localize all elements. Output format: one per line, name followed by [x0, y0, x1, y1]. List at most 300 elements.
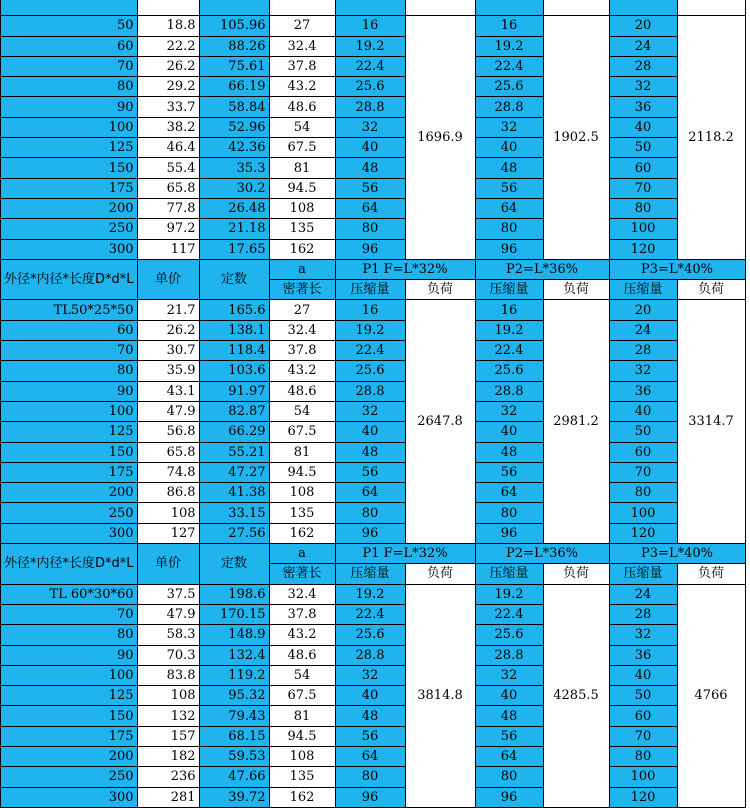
table-row: [1, 665, 746, 685]
cell-unit-price: 58.3: [137, 625, 199, 645]
cell-unit-price: 281: [137, 787, 199, 807]
cell-solid-length: 37.8: [269, 341, 335, 361]
cell-p3-compression: 50: [609, 422, 677, 442]
table-row: [1, 503, 746, 523]
cell-p1-compression: 48: [335, 706, 405, 726]
cell-p1-compression: 80: [335, 219, 405, 239]
cell-constant: 148.9: [199, 625, 269, 645]
cell-p3-compression: 100: [609, 503, 677, 523]
cell-unit-price: 86.8: [137, 483, 199, 503]
cell-p3-compression: 60: [609, 442, 677, 462]
header-compression: 压缩量: [609, 280, 677, 300]
cell-dimension: 90: [1, 97, 138, 117]
cell-dimension: 200: [1, 746, 138, 766]
cell-unit-price: 26.2: [137, 320, 199, 340]
cell-solid-length: 81: [269, 158, 335, 178]
cell-p2-compression: 56: [475, 462, 543, 482]
cell-solid-length: 37.8: [269, 604, 335, 624]
table-row: [1, 523, 746, 543]
header-p1: P1 F=L*32%: [335, 259, 475, 279]
cell-p1-compression: 40: [335, 686, 405, 706]
cell-p2-compression: 64: [475, 483, 543, 503]
cell-solid-length: 54: [269, 401, 335, 421]
cell-p3-compression: 120: [609, 787, 677, 807]
cell-solid-length: 32.4: [269, 36, 335, 56]
cell-p1-compression: 56: [335, 462, 405, 482]
header-a: a: [269, 259, 335, 279]
cell-constant: 55.21: [199, 442, 269, 462]
cell-p1-load: 1696.9: [405, 16, 475, 260]
cell-dimension: 150: [1, 706, 138, 726]
cell-unit-price: 108: [137, 686, 199, 706]
header-load: 负荷: [677, 564, 745, 584]
cell-p2-compression: 48: [475, 158, 543, 178]
cell-unit-price: 74.8: [137, 462, 199, 482]
cell-solid-length: 43.2: [269, 361, 335, 381]
table-row: [1, 584, 746, 604]
cell-unit-price: 97.2: [137, 219, 199, 239]
header-load: 负荷: [677, 280, 745, 300]
table-row: [1, 462, 746, 482]
cell-constant: 30.2: [199, 178, 269, 198]
cell-p3-load: 4766: [677, 584, 745, 807]
cell-p3-compression: 70: [609, 462, 677, 482]
cell-p1-compression: 25.6: [335, 625, 405, 645]
cell-p3-compression: 32: [609, 625, 677, 645]
cell-p1-compression: 19.2: [335, 584, 405, 604]
cell-constant: 82.87: [199, 401, 269, 421]
header-solid-length: 密著长: [269, 564, 335, 584]
cell-dimension: 300: [1, 239, 138, 259]
cell-constant: 88.26: [199, 36, 269, 56]
cell-p1-compression: 28.8: [335, 645, 405, 665]
cell-constant: 42.36: [199, 138, 269, 158]
cell-dimension: 175: [1, 178, 138, 198]
cell-dimension: 100: [1, 665, 138, 685]
cell-p1-compression: 19.2: [335, 36, 405, 56]
cell-p1-compression: 25.6: [335, 361, 405, 381]
cell-constant: 79.43: [199, 706, 269, 726]
cell-p1-compression: 28.8: [335, 97, 405, 117]
cell-p3-compression: 80: [609, 198, 677, 218]
cell-p3-compression: 32: [609, 361, 677, 381]
cell-p3-compression: 24: [609, 584, 677, 604]
cell-p3-compression: 24: [609, 36, 677, 56]
cell-p1-compression: 16: [335, 16, 405, 36]
cell-p2-compression: 32: [475, 117, 543, 137]
cell-dimension: 100: [1, 401, 138, 421]
cell-p1-load: 3814.8: [405, 584, 475, 807]
cell-constant: 103.6: [199, 361, 269, 381]
header-compression: 压缩量: [475, 564, 543, 584]
cell-dimension: 90: [1, 381, 138, 401]
cell-p2-compression: 16: [475, 300, 543, 320]
cell-solid-length: 27: [269, 16, 335, 36]
table-row: [1, 198, 746, 218]
table-row: [1, 361, 746, 381]
cell-dimension: 125: [1, 422, 138, 442]
table-row: [1, 442, 746, 462]
cell-unit-price: 65.8: [137, 178, 199, 198]
header-row-top: [1, 544, 746, 564]
cell-p1-compression: 80: [335, 767, 405, 787]
cell-p1-compression: 28.8: [335, 381, 405, 401]
cell-p1-compression: 22.4: [335, 341, 405, 361]
table-row: [1, 686, 746, 706]
cell-solid-length: 81: [269, 442, 335, 462]
cell-solid-length: 67.5: [269, 138, 335, 158]
cell-p3-compression: 24: [609, 320, 677, 340]
cell-p3-compression: 60: [609, 158, 677, 178]
cell-p3-compression: 80: [609, 483, 677, 503]
cell-p3-compression: 20: [609, 16, 677, 36]
cell-constant: 170.15: [199, 604, 269, 624]
cell-dimension: 150: [1, 158, 138, 178]
cell-p1-compression: 48: [335, 158, 405, 178]
table-row: [1, 16, 746, 36]
cell-constant: 68.15: [199, 726, 269, 746]
header-p3: P3=L*40%: [609, 544, 745, 564]
table-row: [1, 401, 746, 421]
header-p2: P2=L*36%: [475, 259, 609, 279]
cell-p2-compression: 40: [475, 422, 543, 442]
cell-p1-compression: 40: [335, 138, 405, 158]
cell-unit-price: 43.1: [137, 381, 199, 401]
table-row: [1, 138, 746, 158]
cell-p2-compression: 19.2: [475, 584, 543, 604]
cell-dimension: 90: [1, 645, 138, 665]
cell-solid-length: 32.4: [269, 320, 335, 340]
cell-solid-length: 135: [269, 767, 335, 787]
cell-dimension: 80: [1, 77, 138, 97]
cell-p2-compression: 40: [475, 138, 543, 158]
cell-dimension: 50: [1, 16, 138, 36]
cell-p1-compression: 48: [335, 442, 405, 462]
header-compression: 压缩量: [335, 564, 405, 584]
cell-constant: 132.4: [199, 645, 269, 665]
cell-constant: 26.48: [199, 198, 269, 218]
cell-p1-compression: 16: [335, 300, 405, 320]
cell-p3-compression: 40: [609, 117, 677, 137]
cell-p2-compression: 25.6: [475, 625, 543, 645]
table-row: [1, 117, 746, 137]
cell-p2-compression: 16: [475, 16, 543, 36]
cell-dimension: 80: [1, 625, 138, 645]
cell-p2-compression: 32: [475, 665, 543, 685]
cell-solid-length: 54: [269, 117, 335, 137]
cell-p2-compression: 48: [475, 706, 543, 726]
cell-p2-load: 2981.2: [543, 300, 609, 544]
header-load: 负荷: [543, 564, 609, 584]
cell-solid-length: 37.8: [269, 56, 335, 76]
cell-p1-compression: 96: [335, 523, 405, 543]
table-row: [1, 158, 746, 178]
cell-p2-compression: 80: [475, 503, 543, 523]
cell-solid-length: 67.5: [269, 686, 335, 706]
cell-p3-compression: 70: [609, 726, 677, 746]
cell-constant: 105.96: [199, 16, 269, 36]
cell-dimension: 70: [1, 56, 138, 76]
cell-constant: 47.27: [199, 462, 269, 482]
table-row: [1, 56, 746, 76]
cell-unit-price: 29.2: [137, 77, 199, 97]
cell-p2-compression: 22.4: [475, 56, 543, 76]
cell-unit-price: 21.7: [137, 300, 199, 320]
cell-solid-length: 48.6: [269, 381, 335, 401]
table-row: [1, 320, 746, 340]
cell-unit-price: 77.8: [137, 198, 199, 218]
cell-unit-price: 47.9: [137, 401, 199, 421]
cell-p3-load: 3314.7: [677, 300, 745, 544]
table-row: [1, 178, 746, 198]
cell-unit-price: 18.8: [137, 16, 199, 36]
header-compression: 压缩量: [609, 564, 677, 584]
cell-p1-load: 2647.8: [405, 300, 475, 544]
cell-solid-length: 135: [269, 219, 335, 239]
cell-solid-length: 135: [269, 503, 335, 523]
cell-solid-length: 67.5: [269, 422, 335, 442]
cell-solid-length: 94.5: [269, 726, 335, 746]
cell-p3-compression: 70: [609, 178, 677, 198]
cell-p3-compression: 28: [609, 341, 677, 361]
cell-p2-compression: 32: [475, 401, 543, 421]
cell-unit-price: 26.2: [137, 56, 199, 76]
cell-p3-compression: 32: [609, 77, 677, 97]
cell-dimension: 60: [1, 36, 138, 56]
table-row: [1, 483, 746, 503]
header-p3: P3=L*40%: [609, 259, 745, 279]
cell-solid-length: 43.2: [269, 77, 335, 97]
cell-constant: 138.1: [199, 320, 269, 340]
cell-p1-compression: 32: [335, 665, 405, 685]
cell-constant: 41.38: [199, 483, 269, 503]
table-row: [1, 97, 746, 117]
cell-solid-length: 162: [269, 523, 335, 543]
cell-p3-compression: 80: [609, 746, 677, 766]
cell-p2-compression: 96: [475, 239, 543, 259]
cell-solid-length: 27: [269, 300, 335, 320]
table-row: [1, 77, 746, 97]
cell-constant: 27.56: [199, 523, 269, 543]
cell-dimension: 200: [1, 483, 138, 503]
cell-p1-compression: 19.2: [335, 320, 405, 340]
header-p1: P1 F=L*32%: [335, 544, 475, 564]
cell-p2-compression: 28.8: [475, 645, 543, 665]
header-load: 负荷: [405, 280, 475, 300]
cell-p1-compression: 80: [335, 503, 405, 523]
cell-p1-compression: 64: [335, 198, 405, 218]
cell-constant: 66.19: [199, 77, 269, 97]
table-row: [1, 706, 746, 726]
cell-p2-compression: 48: [475, 442, 543, 462]
cell-p3-compression: 36: [609, 97, 677, 117]
cell-solid-length: 32.4: [269, 584, 335, 604]
cell-p3-compression: 36: [609, 645, 677, 665]
cell-constant: 91.97: [199, 381, 269, 401]
cell-unit-price: 30.7: [137, 341, 199, 361]
table-row-clipped: [1, 0, 746, 16]
cell-p1-compression: 22.4: [335, 604, 405, 624]
table-row: [1, 341, 746, 361]
cell-constant: 59.53: [199, 746, 269, 766]
cell-p2-compression: 25.6: [475, 361, 543, 381]
table-row: [1, 726, 746, 746]
cell-unit-price: 37.5: [137, 584, 199, 604]
cell-solid-length: 43.2: [269, 625, 335, 645]
cell-p3-compression: 120: [609, 523, 677, 543]
cell-p2-compression: 64: [475, 198, 543, 218]
header-compression: 压缩量: [475, 280, 543, 300]
cell-p2-compression: 56: [475, 726, 543, 746]
table-row: [1, 219, 746, 239]
cell-p3-compression: 120: [609, 239, 677, 259]
cell-p3-compression: 36: [609, 381, 677, 401]
cell-solid-length: 108: [269, 198, 335, 218]
cell-p3-compression: 100: [609, 219, 677, 239]
cell-dimension: TL 60*30*60: [1, 584, 138, 604]
cell-solid-length: 162: [269, 787, 335, 807]
cell-p1-compression: 32: [335, 117, 405, 137]
table-row: [1, 645, 746, 665]
cell-p2-compression: 22.4: [475, 341, 543, 361]
cell-constant: 58.84: [199, 97, 269, 117]
header-dimensions: 外径*内径*长度D*d*L: [1, 544, 138, 585]
cell-unit-price: 236: [137, 767, 199, 787]
cell-dimension: 175: [1, 726, 138, 746]
cell-p3-compression: 28: [609, 56, 677, 76]
cell-unit-price: 46.4: [137, 138, 199, 158]
cell-p1-compression: 22.4: [335, 56, 405, 76]
cell-dimension: 150: [1, 442, 138, 462]
cell-constant: 17.65: [199, 239, 269, 259]
cell-unit-price: 127: [137, 523, 199, 543]
cell-constant: 95.32: [199, 686, 269, 706]
cell-p1-compression: 56: [335, 726, 405, 746]
cell-unit-price: 22.2: [137, 36, 199, 56]
cell-p2-compression: 22.4: [475, 604, 543, 624]
cell-p2-compression: 25.6: [475, 77, 543, 97]
cell-solid-length: 162: [269, 239, 335, 259]
cell-dimension: 70: [1, 604, 138, 624]
cell-p2-compression: 96: [475, 523, 543, 543]
header-load: 负荷: [543, 280, 609, 300]
table-row: [1, 787, 746, 807]
cell-p2-compression: 56: [475, 178, 543, 198]
cell-p3-compression: 28: [609, 604, 677, 624]
cell-solid-length: 54: [269, 665, 335, 685]
cell-p1-compression: 56: [335, 178, 405, 198]
table-row: [1, 767, 746, 787]
cell-dimension: 125: [1, 686, 138, 706]
cell-dimension: 300: [1, 787, 138, 807]
table-row: [1, 604, 746, 624]
table-row: [1, 381, 746, 401]
cell-unit-price: 33.7: [137, 97, 199, 117]
header-unit-price: 单价: [137, 544, 199, 585]
cell-p1-compression: 25.6: [335, 77, 405, 97]
cell-p3-compression: 100: [609, 767, 677, 787]
table-row: [1, 746, 746, 766]
cell-unit-price: 35.9: [137, 361, 199, 381]
cell-dimension: 250: [1, 767, 138, 787]
cell-unit-price: 56.8: [137, 422, 199, 442]
cell-p2-compression: 64: [475, 746, 543, 766]
table-body: [1, 0, 746, 807]
table-row: [1, 239, 746, 259]
cell-p3-compression: 40: [609, 401, 677, 421]
cell-unit-price: 83.8: [137, 665, 199, 685]
cell-constant: 33.15: [199, 503, 269, 523]
cell-p2-load: 1902.5: [543, 16, 609, 260]
header-constant: 定数: [199, 544, 269, 585]
cell-unit-price: 65.8: [137, 442, 199, 462]
cell-p2-compression: 28.8: [475, 381, 543, 401]
cell-constant: 21.18: [199, 219, 269, 239]
header-dimensions: 外径*内径*长度D*d*L: [1, 259, 138, 300]
header-compression: 压缩量: [335, 280, 405, 300]
cell-unit-price: 47.9: [137, 604, 199, 624]
cell-solid-length: 48.6: [269, 645, 335, 665]
cell-solid-length: 94.5: [269, 462, 335, 482]
cell-p2-compression: 80: [475, 219, 543, 239]
cell-dimension: 60: [1, 320, 138, 340]
cell-unit-price: 55.4: [137, 158, 199, 178]
cell-solid-length: 48.6: [269, 97, 335, 117]
cell-p1-compression: 64: [335, 483, 405, 503]
cell-solid-length: 108: [269, 746, 335, 766]
cell-constant: 35.3: [199, 158, 269, 178]
cell-dimension: TL50*25*50: [1, 300, 138, 320]
cell-dimension: 125: [1, 138, 138, 158]
table-row: [1, 36, 746, 56]
cell-constant: 39.72: [199, 787, 269, 807]
cell-dimension: 250: [1, 219, 138, 239]
header-load: 负荷: [405, 564, 475, 584]
cell-solid-length: 108: [269, 483, 335, 503]
header-unit-price: 单价: [137, 259, 199, 300]
cell-p3-compression: 50: [609, 138, 677, 158]
cell-dimension: 200: [1, 198, 138, 218]
cell-unit-price: 38.2: [137, 117, 199, 137]
cell-constant: 165.6: [199, 300, 269, 320]
table-row: [1, 422, 746, 442]
table-row: [1, 625, 746, 645]
header-a: a: [269, 544, 335, 564]
cell-solid-length: 81: [269, 706, 335, 726]
cell-p1-compression: 96: [335, 787, 405, 807]
cell-p2-compression: 40: [475, 686, 543, 706]
header-p2: P2=L*36%: [475, 544, 609, 564]
cell-dimension: 250: [1, 503, 138, 523]
cell-p3-compression: 40: [609, 665, 677, 685]
cell-solid-length: 94.5: [269, 178, 335, 198]
cell-constant: 119.2: [199, 665, 269, 685]
cell-unit-price: 108: [137, 503, 199, 523]
cell-unit-price: 157: [137, 726, 199, 746]
header-row-top: [1, 259, 746, 279]
cell-unit-price: 117: [137, 239, 199, 259]
cell-constant: 118.4: [199, 341, 269, 361]
cell-dimension: 300: [1, 523, 138, 543]
cell-p1-compression: 64: [335, 746, 405, 766]
cell-p3-compression: 60: [609, 706, 677, 726]
header-constant: 定数: [199, 259, 269, 300]
cell-constant: 47.66: [199, 767, 269, 787]
cell-p2-compression: 19.2: [475, 36, 543, 56]
cell-p2-compression: 28.8: [475, 97, 543, 117]
cell-unit-price: 182: [137, 746, 199, 766]
cell-constant: 198.6: [199, 584, 269, 604]
